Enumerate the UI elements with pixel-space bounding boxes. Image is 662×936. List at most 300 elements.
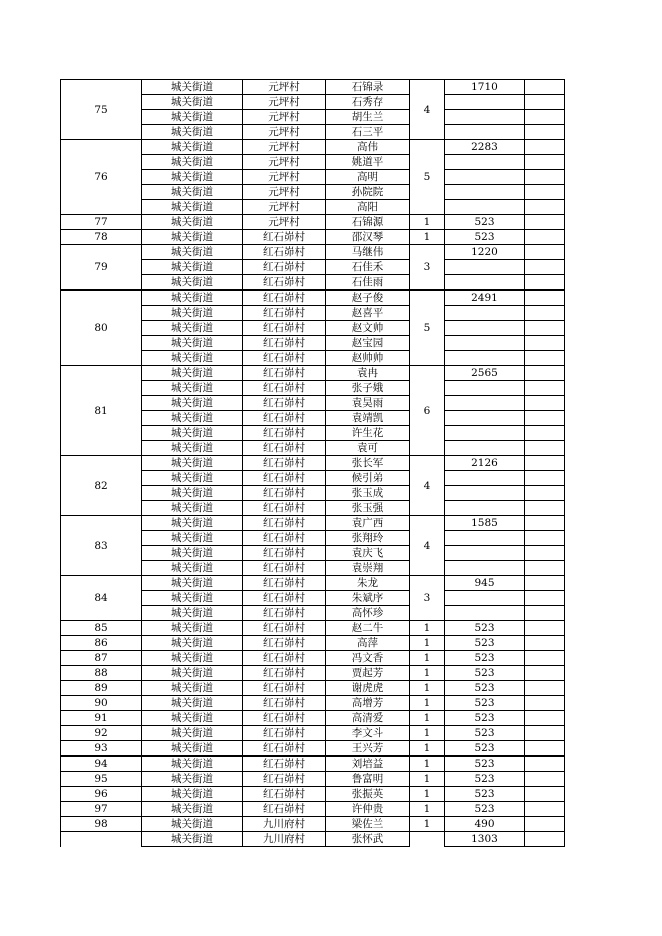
amount-cell[interactable]: 523 [445, 787, 525, 802]
street-cell[interactable]: 城关街道 [142, 381, 243, 396]
name-cell[interactable]: 梁佐兰 [326, 817, 410, 832]
street-cell[interactable]: 城关街道 [142, 441, 243, 456]
member-count-cell[interactable]: 1 [410, 772, 445, 787]
name-cell[interactable]: 胡生兰 [326, 110, 410, 125]
name-cell[interactable]: 石佳禾 [326, 260, 410, 275]
street-cell[interactable]: 城关街道 [142, 95, 243, 110]
name-cell[interactable]: 高怀珍 [326, 606, 410, 621]
street-cell[interactable]: 城关街道 [142, 817, 243, 832]
amount-cell[interactable] [445, 110, 525, 125]
amount-cell[interactable] [445, 185, 525, 200]
remark-cell[interactable] [525, 651, 565, 666]
street-cell[interactable]: 城关街道 [142, 516, 243, 531]
street-cell[interactable]: 城关街道 [142, 651, 243, 666]
amount-cell[interactable]: 523 [445, 681, 525, 696]
street-cell[interactable]: 城关街道 [142, 726, 243, 741]
name-cell[interactable]: 赵帅帅 [326, 351, 410, 366]
remark-cell[interactable] [525, 200, 565, 215]
remark-cell[interactable] [525, 516, 565, 531]
amount-cell[interactable] [445, 411, 525, 426]
remark-cell[interactable] [525, 711, 565, 726]
member-count-cell[interactable]: 1 [410, 726, 445, 741]
remark-cell[interactable] [525, 606, 565, 621]
remark-cell[interactable] [525, 456, 565, 471]
name-cell[interactable]: 袁可 [326, 441, 410, 456]
member-count-cell[interactable]: 1 [410, 787, 445, 802]
village-cell[interactable]: 红石峁村 [243, 531, 326, 546]
village-cell[interactable]: 红石峁村 [243, 381, 326, 396]
street-cell[interactable]: 城关街道 [142, 501, 243, 516]
remark-cell[interactable] [525, 170, 565, 185]
amount-cell[interactable]: 523 [445, 666, 525, 681]
street-cell[interactable]: 城关街道 [142, 321, 243, 336]
name-cell[interactable]: 石锦源 [326, 215, 410, 230]
remark-cell[interactable] [525, 245, 565, 260]
village-cell[interactable]: 红石峁村 [243, 787, 326, 802]
village-cell[interactable]: 红石峁村 [243, 741, 326, 757]
amount-cell[interactable]: 1710 [445, 80, 525, 95]
member-count-cell[interactable]: 1 [410, 817, 445, 832]
name-cell[interactable]: 高增芳 [326, 696, 410, 711]
village-cell[interactable]: 元坪村 [243, 170, 326, 185]
remark-cell[interactable] [525, 802, 565, 817]
amount-cell[interactable] [445, 275, 525, 291]
amount-cell[interactable]: 523 [445, 802, 525, 817]
household-number-cell[interactable]: 94 [61, 756, 142, 772]
name-cell[interactable]: 谢虎虎 [326, 681, 410, 696]
household-number-cell[interactable]: 76 [61, 140, 142, 215]
name-cell[interactable]: 袁广西 [326, 516, 410, 531]
name-cell[interactable]: 许仲贵 [326, 802, 410, 817]
amount-cell[interactable]: 2565 [445, 366, 525, 381]
household-number-cell[interactable]: 95 [61, 772, 142, 787]
member-count-cell[interactable] [410, 832, 445, 847]
member-count-cell[interactable]: 1 [410, 741, 445, 757]
remark-cell[interactable] [525, 381, 565, 396]
village-cell[interactable]: 红石峁村 [243, 711, 326, 726]
street-cell[interactable]: 城关街道 [142, 832, 243, 847]
household-number-cell[interactable]: 96 [61, 787, 142, 802]
household-number-cell[interactable]: 98 [61, 817, 142, 832]
household-number-cell[interactable]: 90 [61, 696, 142, 711]
remark-cell[interactable] [525, 471, 565, 486]
member-count-cell[interactable]: 5 [410, 140, 445, 215]
name-cell[interactable]: 姚道平 [326, 155, 410, 170]
street-cell[interactable]: 城关街道 [142, 486, 243, 501]
member-count-cell[interactable]: 6 [410, 366, 445, 456]
street-cell[interactable]: 城关街道 [142, 741, 243, 757]
remark-cell[interactable] [525, 501, 565, 516]
street-cell[interactable]: 城关街道 [142, 787, 243, 802]
village-cell[interactable]: 红石峁村 [243, 651, 326, 666]
name-cell[interactable]: 贾起芳 [326, 666, 410, 681]
village-cell[interactable]: 红石峁村 [243, 726, 326, 741]
village-cell[interactable]: 红石峁村 [243, 636, 326, 651]
remark-cell[interactable] [525, 80, 565, 95]
remark-cell[interactable] [525, 696, 565, 711]
name-cell[interactable]: 冯文香 [326, 651, 410, 666]
name-cell[interactable]: 朱斌序 [326, 591, 410, 606]
remark-cell[interactable] [525, 306, 565, 321]
street-cell[interactable]: 城关街道 [142, 260, 243, 275]
village-cell[interactable]: 红石峁村 [243, 606, 326, 621]
street-cell[interactable]: 城关街道 [142, 125, 243, 140]
name-cell[interactable]: 石锦录 [326, 80, 410, 95]
street-cell[interactable]: 城关街道 [142, 170, 243, 185]
remark-cell[interactable] [525, 741, 565, 757]
street-cell[interactable]: 城关街道 [142, 636, 243, 651]
street-cell[interactable]: 城关街道 [142, 576, 243, 591]
name-cell[interactable]: 张玉强 [326, 501, 410, 516]
street-cell[interactable]: 城关街道 [142, 426, 243, 441]
street-cell[interactable]: 城关街道 [142, 561, 243, 576]
remark-cell[interactable] [525, 426, 565, 441]
household-number-cell[interactable]: 83 [61, 516, 142, 576]
member-count-cell[interactable]: 1 [410, 696, 445, 711]
village-cell[interactable]: 红石峁村 [243, 546, 326, 561]
amount-cell[interactable] [445, 155, 525, 170]
amount-cell[interactable] [445, 606, 525, 621]
household-number-cell[interactable]: 77 [61, 215, 142, 230]
remark-cell[interactable] [525, 486, 565, 501]
amount-cell[interactable]: 2126 [445, 456, 525, 471]
village-cell[interactable]: 九川府村 [243, 832, 326, 847]
amount-cell[interactable] [445, 306, 525, 321]
remark-cell[interactable] [525, 396, 565, 411]
name-cell[interactable]: 高明 [326, 170, 410, 185]
member-count-cell[interactable]: 5 [410, 290, 445, 366]
remark-cell[interactable] [525, 621, 565, 636]
remark-cell[interactable] [525, 576, 565, 591]
street-cell[interactable]: 城关街道 [142, 802, 243, 817]
name-cell[interactable]: 高清爱 [326, 711, 410, 726]
village-cell[interactable]: 红石峁村 [243, 576, 326, 591]
village-cell[interactable]: 红石峁村 [243, 516, 326, 531]
village-cell[interactable]: 红石峁村 [243, 336, 326, 351]
member-count-cell[interactable]: 3 [410, 576, 445, 621]
remark-cell[interactable] [525, 140, 565, 155]
remark-cell[interactable] [525, 215, 565, 230]
street-cell[interactable]: 城关街道 [142, 621, 243, 636]
village-cell[interactable]: 红石峁村 [243, 471, 326, 486]
remark-cell[interactable] [525, 832, 565, 847]
remark-cell[interactable] [525, 230, 565, 245]
amount-cell[interactable] [445, 531, 525, 546]
amount-cell[interactable]: 523 [445, 696, 525, 711]
member-count-cell[interactable]: 1 [410, 681, 445, 696]
street-cell[interactable]: 城关街道 [142, 591, 243, 606]
village-cell[interactable]: 红石峁村 [243, 802, 326, 817]
remark-cell[interactable] [525, 681, 565, 696]
name-cell[interactable]: 张子娥 [326, 381, 410, 396]
village-cell[interactable]: 九川府村 [243, 817, 326, 832]
village-cell[interactable]: 红石峁村 [243, 666, 326, 681]
amount-cell[interactable] [445, 381, 525, 396]
village-cell[interactable]: 红石峁村 [243, 396, 326, 411]
village-cell[interactable]: 红石峁村 [243, 275, 326, 291]
name-cell[interactable]: 朱龙 [326, 576, 410, 591]
name-cell[interactable]: 石佳雨 [326, 275, 410, 291]
member-count-cell[interactable]: 1 [410, 621, 445, 636]
member-count-cell[interactable]: 1 [410, 230, 445, 245]
name-cell[interactable]: 赵二牛 [326, 621, 410, 636]
village-cell[interactable]: 红石峁村 [243, 696, 326, 711]
remark-cell[interactable] [525, 275, 565, 291]
amount-cell[interactable]: 523 [445, 215, 525, 230]
street-cell[interactable]: 城关街道 [142, 230, 243, 245]
amount-cell[interactable]: 490 [445, 817, 525, 832]
village-cell[interactable]: 红石峁村 [243, 351, 326, 366]
member-count-cell[interactable]: 4 [410, 80, 445, 140]
name-cell[interactable]: 张振英 [326, 787, 410, 802]
street-cell[interactable]: 城关街道 [142, 606, 243, 621]
amount-cell[interactable]: 2491 [445, 290, 525, 306]
street-cell[interactable]: 城关街道 [142, 456, 243, 471]
amount-cell[interactable] [445, 561, 525, 576]
remark-cell[interactable] [525, 636, 565, 651]
household-number-cell[interactable]: 80 [61, 290, 142, 366]
remark-cell[interactable] [525, 110, 565, 125]
name-cell[interactable]: 袁庆飞 [326, 546, 410, 561]
remark-cell[interactable] [525, 155, 565, 170]
remark-cell[interactable] [525, 321, 565, 336]
amount-cell[interactable]: 523 [445, 621, 525, 636]
amount-cell[interactable] [445, 546, 525, 561]
amount-cell[interactable]: 523 [445, 741, 525, 757]
member-count-cell[interactable]: 1 [410, 802, 445, 817]
member-count-cell[interactable]: 4 [410, 516, 445, 576]
street-cell[interactable]: 城关街道 [142, 531, 243, 546]
member-count-cell[interactable]: 4 [410, 456, 445, 516]
street-cell[interactable]: 城关街道 [142, 185, 243, 200]
village-cell[interactable]: 元坪村 [243, 140, 326, 155]
name-cell[interactable]: 袁昊雨 [326, 396, 410, 411]
remark-cell[interactable] [525, 366, 565, 381]
household-number-cell[interactable]: 88 [61, 666, 142, 681]
name-cell[interactable]: 袁崇翔 [326, 561, 410, 576]
amount-cell[interactable]: 523 [445, 726, 525, 741]
street-cell[interactable]: 城关街道 [142, 366, 243, 381]
amount-cell[interactable] [445, 200, 525, 215]
name-cell[interactable]: 张翔玲 [326, 531, 410, 546]
village-cell[interactable]: 红石峁村 [243, 756, 326, 772]
household-number-cell[interactable]: 93 [61, 741, 142, 757]
name-cell[interactable]: 石三平 [326, 125, 410, 140]
name-cell[interactable]: 张怀武 [326, 832, 410, 847]
name-cell[interactable]: 邵汉琴 [326, 230, 410, 245]
village-cell[interactable]: 红石峁村 [243, 621, 326, 636]
remark-cell[interactable] [525, 336, 565, 351]
village-cell[interactable]: 红石峁村 [243, 290, 326, 306]
remark-cell[interactable] [525, 726, 565, 741]
name-cell[interactable]: 张玉成 [326, 486, 410, 501]
household-number-cell[interactable]: 75 [61, 80, 142, 140]
name-cell[interactable]: 赵文帅 [326, 321, 410, 336]
street-cell[interactable]: 城关街道 [142, 275, 243, 291]
household-number-cell[interactable]: 85 [61, 621, 142, 636]
amount-cell[interactable] [445, 591, 525, 606]
street-cell[interactable]: 城关街道 [142, 351, 243, 366]
street-cell[interactable]: 城关街道 [142, 546, 243, 561]
remark-cell[interactable] [525, 125, 565, 140]
amount-cell[interactable] [445, 396, 525, 411]
village-cell[interactable]: 元坪村 [243, 95, 326, 110]
member-count-cell[interactable]: 1 [410, 636, 445, 651]
amount-cell[interactable] [445, 471, 525, 486]
remark-cell[interactable] [525, 787, 565, 802]
member-count-cell[interactable]: 1 [410, 651, 445, 666]
village-cell[interactable]: 红石峁村 [243, 426, 326, 441]
amount-cell[interactable] [445, 426, 525, 441]
village-cell[interactable]: 红石峁村 [243, 772, 326, 787]
household-number-cell[interactable]: 92 [61, 726, 142, 741]
remark-cell[interactable] [525, 441, 565, 456]
street-cell[interactable]: 城关街道 [142, 110, 243, 125]
name-cell[interactable]: 刘培益 [326, 756, 410, 772]
member-count-cell[interactable]: 1 [410, 756, 445, 772]
name-cell[interactable]: 赵喜平 [326, 306, 410, 321]
village-cell[interactable]: 元坪村 [243, 185, 326, 200]
village-cell[interactable]: 红石峁村 [243, 486, 326, 501]
amount-cell[interactable]: 523 [445, 230, 525, 245]
village-cell[interactable]: 红石峁村 [243, 245, 326, 260]
name-cell[interactable]: 袁冉 [326, 366, 410, 381]
street-cell[interactable]: 城关街道 [142, 772, 243, 787]
remark-cell[interactable] [525, 561, 565, 576]
amount-cell[interactable] [445, 441, 525, 456]
member-count-cell[interactable]: 1 [410, 711, 445, 726]
village-cell[interactable]: 元坪村 [243, 215, 326, 230]
village-cell[interactable]: 红石峁村 [243, 501, 326, 516]
remark-cell[interactable] [525, 531, 565, 546]
village-cell[interactable]: 红石峁村 [243, 681, 326, 696]
village-cell[interactable]: 红石峁村 [243, 456, 326, 471]
household-number-cell[interactable]: 86 [61, 636, 142, 651]
household-number-cell[interactable]: 91 [61, 711, 142, 726]
amount-cell[interactable]: 523 [445, 711, 525, 726]
village-cell[interactable]: 红石峁村 [243, 591, 326, 606]
village-cell[interactable]: 元坪村 [243, 155, 326, 170]
name-cell[interactable]: 鲁富明 [326, 772, 410, 787]
street-cell[interactable]: 城关街道 [142, 696, 243, 711]
name-cell[interactable]: 许生花 [326, 426, 410, 441]
village-cell[interactable]: 红石峁村 [243, 306, 326, 321]
name-cell[interactable]: 张长军 [326, 456, 410, 471]
village-cell[interactable]: 红石峁村 [243, 260, 326, 275]
name-cell[interactable]: 王兴芳 [326, 741, 410, 757]
name-cell[interactable]: 马继伟 [326, 245, 410, 260]
village-cell[interactable]: 红石峁村 [243, 561, 326, 576]
street-cell[interactable]: 城关街道 [142, 215, 243, 230]
amount-cell[interactable]: 523 [445, 756, 525, 772]
amount-cell[interactable]: 523 [445, 651, 525, 666]
name-cell[interactable]: 李文斗 [326, 726, 410, 741]
member-count-cell[interactable]: 3 [410, 245, 445, 291]
village-cell[interactable]: 元坪村 [243, 200, 326, 215]
street-cell[interactable]: 城关街道 [142, 666, 243, 681]
household-number-cell[interactable]: 89 [61, 681, 142, 696]
remark-cell[interactable] [525, 290, 565, 306]
name-cell[interactable]: 高阳 [326, 200, 410, 215]
household-number-cell[interactable]: 82 [61, 456, 142, 516]
name-cell[interactable]: 高萍 [326, 636, 410, 651]
name-cell[interactable]: 候引弟 [326, 471, 410, 486]
remark-cell[interactable] [525, 546, 565, 561]
village-cell[interactable]: 红石峁村 [243, 411, 326, 426]
amount-cell[interactable]: 523 [445, 772, 525, 787]
street-cell[interactable]: 城关街道 [142, 290, 243, 306]
village-cell[interactable]: 红石峁村 [243, 321, 326, 336]
remark-cell[interactable] [525, 95, 565, 110]
amount-cell[interactable] [445, 95, 525, 110]
household-number-cell[interactable]: 78 [61, 230, 142, 245]
street-cell[interactable]: 城关街道 [142, 711, 243, 726]
street-cell[interactable]: 城关街道 [142, 200, 243, 215]
street-cell[interactable]: 城关街道 [142, 155, 243, 170]
household-number-cell[interactable]: 84 [61, 576, 142, 621]
remark-cell[interactable] [525, 591, 565, 606]
street-cell[interactable]: 城关街道 [142, 756, 243, 772]
remark-cell[interactable] [525, 666, 565, 681]
name-cell[interactable]: 袁靖凯 [326, 411, 410, 426]
amount-cell[interactable]: 2283 [445, 140, 525, 155]
name-cell[interactable]: 孙院院 [326, 185, 410, 200]
street-cell[interactable]: 城关街道 [142, 80, 243, 95]
village-cell[interactable]: 红石峁村 [243, 366, 326, 381]
street-cell[interactable]: 城关街道 [142, 336, 243, 351]
member-count-cell[interactable]: 1 [410, 215, 445, 230]
street-cell[interactable]: 城关街道 [142, 471, 243, 486]
remark-cell[interactable] [525, 185, 565, 200]
remark-cell[interactable] [525, 756, 565, 772]
remark-cell[interactable] [525, 260, 565, 275]
amount-cell[interactable] [445, 321, 525, 336]
name-cell[interactable]: 赵宝园 [326, 336, 410, 351]
amount-cell[interactable]: 1303 [445, 832, 525, 847]
name-cell[interactable]: 高伟 [326, 140, 410, 155]
amount-cell[interactable] [445, 170, 525, 185]
remark-cell[interactable] [525, 772, 565, 787]
village-cell[interactable]: 元坪村 [243, 125, 326, 140]
amount-cell[interactable]: 1220 [445, 245, 525, 260]
remark-cell[interactable] [525, 411, 565, 426]
household-number-cell[interactable]: 97 [61, 802, 142, 817]
amount-cell[interactable] [445, 486, 525, 501]
street-cell[interactable]: 城关街道 [142, 396, 243, 411]
remark-cell[interactable] [525, 817, 565, 832]
village-cell[interactable]: 元坪村 [243, 110, 326, 125]
amount-cell[interactable] [445, 501, 525, 516]
street-cell[interactable]: 城关街道 [142, 245, 243, 260]
household-number-cell[interactable]: 87 [61, 651, 142, 666]
amount-cell[interactable] [445, 336, 525, 351]
household-number-cell[interactable] [61, 832, 142, 847]
member-count-cell[interactable]: 1 [410, 666, 445, 681]
street-cell[interactable]: 城关街道 [142, 140, 243, 155]
village-cell[interactable]: 红石峁村 [243, 230, 326, 245]
amount-cell[interactable] [445, 260, 525, 275]
street-cell[interactable]: 城关街道 [142, 411, 243, 426]
amount-cell[interactable] [445, 125, 525, 140]
village-cell[interactable]: 元坪村 [243, 80, 326, 95]
amount-cell[interactable]: 1585 [445, 516, 525, 531]
amount-cell[interactable]: 523 [445, 636, 525, 651]
household-number-cell[interactable]: 79 [61, 245, 142, 291]
amount-cell[interactable] [445, 351, 525, 366]
name-cell[interactable]: 赵子俊 [326, 290, 410, 306]
street-cell[interactable]: 城关街道 [142, 681, 243, 696]
name-cell[interactable]: 石秀存 [326, 95, 410, 110]
